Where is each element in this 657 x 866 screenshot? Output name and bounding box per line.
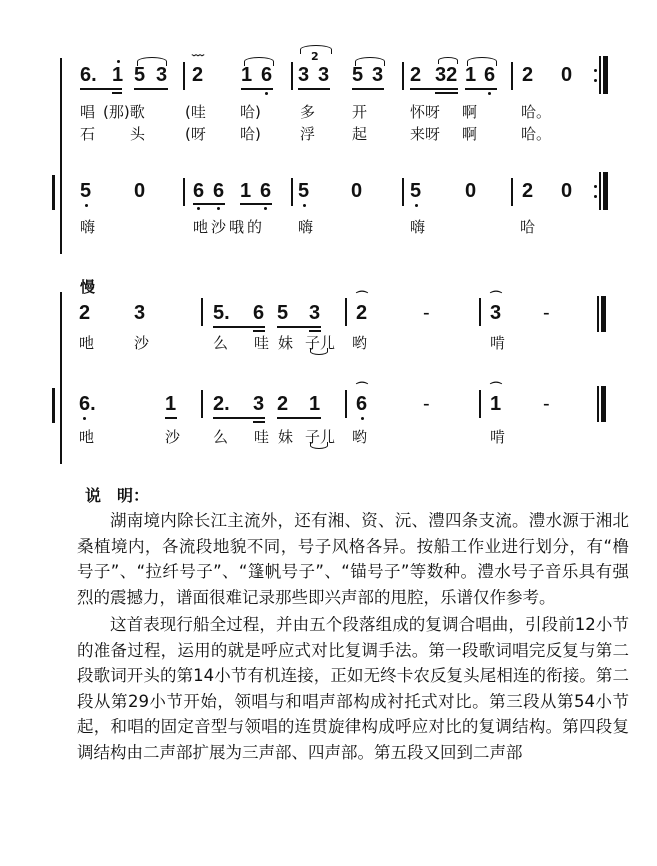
- barline: [183, 62, 185, 90]
- lyric: 吔沙哦的: [193, 218, 266, 236]
- note: 1: [240, 180, 252, 202]
- slur: [438, 57, 458, 64]
- barline: [479, 390, 481, 418]
- note: 1: [165, 393, 177, 415]
- underline: [213, 326, 265, 328]
- final-barline: [601, 386, 606, 422]
- note: 2: [192, 64, 204, 86]
- end-repeat-barline: [603, 56, 608, 94]
- low-dot: [197, 207, 200, 210]
- page-fade: [0, 852, 657, 866]
- note: 2: [522, 180, 534, 202]
- end-repeat-barline: [603, 172, 608, 210]
- barline: [597, 296, 599, 332]
- note: 0: [134, 180, 146, 202]
- choir-bracket: [52, 175, 60, 210]
- underline: [253, 330, 265, 332]
- note: 5: [352, 64, 364, 86]
- low-dot: [217, 207, 220, 210]
- low-dot: [85, 204, 88, 207]
- lyric: 嗨: [410, 218, 426, 236]
- barline: [345, 298, 347, 326]
- lyric: 哈。: [521, 103, 552, 121]
- repeat-dot: [594, 69, 597, 72]
- lyric: 怀呀: [410, 103, 441, 121]
- underline: [80, 88, 122, 90]
- underline: [309, 330, 321, 332]
- system-line: [60, 292, 62, 464]
- barline: [479, 298, 481, 326]
- lyric: 沙: [134, 334, 150, 352]
- repeat-dot: [594, 195, 597, 198]
- final-barline: [601, 296, 606, 332]
- underline: [277, 326, 321, 328]
- notes-heading: 说 明：: [85, 486, 150, 505]
- barline: [402, 62, 404, 90]
- note: 6: [213, 180, 225, 202]
- underline: [112, 92, 122, 94]
- note: 3: [253, 393, 265, 415]
- note: 6: [253, 302, 265, 324]
- note: 3: [490, 302, 502, 324]
- low-dot: [415, 204, 418, 207]
- note: 2.: [213, 393, 230, 415]
- note: 1: [465, 64, 477, 86]
- lyric: 啊: [462, 125, 478, 143]
- lyric: 哈。: [521, 125, 552, 143]
- lyric: 哟: [352, 428, 368, 446]
- lyric: 哈): [240, 103, 261, 121]
- note: 0: [465, 180, 477, 202]
- lyric: 吔: [79, 428, 95, 446]
- dash: -: [543, 393, 550, 415]
- note: 3: [156, 64, 168, 86]
- note: 5: [134, 64, 146, 86]
- lyric: 哇: [254, 428, 270, 446]
- lyric: 么: [213, 428, 229, 446]
- lyric: 哈: [520, 218, 536, 236]
- note: 0: [561, 180, 573, 202]
- lyric: (呀: [185, 125, 206, 143]
- fermata-icon: ⌒: [356, 290, 369, 304]
- note: 6: [193, 180, 205, 202]
- barline: [402, 178, 404, 206]
- ornament-icon: ﹋: [192, 54, 205, 68]
- barline: [345, 390, 347, 418]
- note: 1: [112, 64, 124, 86]
- note: 3: [298, 64, 310, 86]
- underline: [277, 417, 321, 419]
- lyric: 么: [213, 334, 229, 352]
- barline: [599, 172, 601, 210]
- barline: [183, 178, 185, 206]
- barline: [511, 62, 513, 90]
- notes-body: [77, 508, 629, 765]
- paragraph: 湖南境内除长江主流外，还有湘、资、沅、澧四条支流。澧水源于湘北桑植境内，各流段地貌不同，号子风格各异。按船工作业进行划分，有“橹号子”、“拉纤号子”、“篷帆号子”、“锚号子”等数种。澧水号子音乐具有强烈的震撼力，谱面很难记录那些即兴声部的甩腔，乐谱仅作参考。: [77, 511, 629, 607]
- slur: [300, 45, 332, 54]
- note: 6.: [80, 64, 97, 86]
- lyric: 妹: [278, 334, 294, 352]
- lyric: 子儿: [305, 334, 336, 352]
- note: 1: [490, 393, 502, 415]
- lyric: 吔: [79, 334, 95, 352]
- barline: [201, 298, 203, 326]
- underline: [435, 92, 458, 94]
- lyric: 起: [352, 125, 368, 143]
- note: 2: [277, 393, 289, 415]
- tempo-marking: 慢: [80, 278, 96, 296]
- note: 2: [522, 64, 534, 86]
- lyric: (哇: [185, 103, 206, 121]
- underline: [213, 417, 265, 419]
- dash: -: [543, 302, 550, 324]
- fermata-icon: ⌒: [356, 381, 369, 395]
- lyric: 啃: [490, 428, 506, 446]
- underline: [193, 203, 225, 205]
- barline: [511, 178, 513, 206]
- high-dot: [117, 60, 120, 63]
- repeat-dot: [594, 79, 597, 82]
- lyric: 哈): [240, 125, 261, 143]
- lyric: 哟: [352, 334, 368, 352]
- lyric: 石: [80, 125, 96, 143]
- note: 3: [309, 302, 321, 324]
- lyric: 来呀: [410, 125, 441, 143]
- slur: [310, 348, 328, 355]
- note: 2: [410, 64, 422, 86]
- slur: [355, 57, 385, 66]
- underline: [253, 421, 265, 423]
- lyric: (那)歌: [103, 103, 145, 121]
- low-dot: [264, 207, 267, 210]
- barline: [597, 386, 599, 422]
- note: 3: [134, 302, 146, 324]
- dash: -: [423, 302, 430, 324]
- lyric: 子儿: [305, 428, 336, 446]
- slur: [467, 57, 497, 66]
- note: 5: [277, 302, 289, 324]
- grace-note: 2: [311, 50, 319, 63]
- barline: [291, 62, 293, 90]
- lyric: 啃: [490, 334, 506, 352]
- note: 32: [435, 64, 458, 86]
- underline: [465, 88, 497, 90]
- note: 1: [309, 393, 321, 415]
- low-dot: [361, 417, 364, 420]
- underline: [241, 88, 273, 90]
- low-dot: [488, 92, 491, 95]
- lyric: 多: [300, 103, 316, 121]
- fermata-icon: ⌒: [490, 381, 503, 395]
- note: 2: [356, 302, 368, 324]
- repeat-dot: [594, 185, 597, 188]
- barline: [201, 390, 203, 418]
- note: 6: [356, 393, 368, 415]
- lyric: 沙: [165, 428, 181, 446]
- note: 5: [298, 180, 310, 202]
- note: 5: [80, 180, 92, 202]
- note: 6: [484, 64, 496, 86]
- lyric: 啊: [462, 103, 478, 121]
- note: 5.: [213, 302, 230, 324]
- note: 0: [351, 180, 363, 202]
- lyric: 嗨: [80, 218, 96, 236]
- system-line: [60, 58, 62, 254]
- dash: -: [423, 393, 430, 415]
- slur: [310, 442, 328, 449]
- lyric: 嗨: [298, 218, 314, 236]
- underline: [165, 417, 177, 419]
- underline: [134, 88, 168, 90]
- note: 3: [318, 64, 330, 86]
- low-dot: [303, 204, 306, 207]
- barline: [291, 178, 293, 206]
- choir-bracket: [52, 388, 60, 423]
- lyric: 妹: [278, 428, 294, 446]
- lyric: 唱: [80, 103, 96, 121]
- note: 1: [241, 64, 253, 86]
- fermata-icon: ⌒: [490, 290, 503, 304]
- underline: [298, 88, 330, 90]
- underline: [352, 88, 384, 90]
- lyric: 开: [352, 103, 368, 121]
- paragraph: 这首表现行船全过程，并由五个段落组成的复调合唱曲，引段前12小节的准备过程，运用的就是呼应式对比复调手法。第一段歌词唱完反复与第二段歌词开头的第14小节有机连接，正如无终卡农反复头尾相连的衔接。第二段从第29小节开始，领唱与和唱声部构成衬托式对比。第三段从第54小节起，和唱的固定音型与领唱的连贯旋律构成呼应对比的复调结构。第四段复调结构由二声部扩展为三声部、四声部。第五段又回到二声部: [77, 615, 629, 762]
- note: 6.: [79, 393, 96, 415]
- note: 0: [561, 64, 573, 86]
- underline: [410, 88, 458, 90]
- underline: [240, 203, 272, 205]
- slur: [244, 57, 274, 66]
- note: 2: [79, 302, 91, 324]
- note: 3: [372, 64, 384, 86]
- lyric: 哇: [254, 334, 270, 352]
- barline: [599, 56, 601, 94]
- low-dot: [265, 92, 268, 95]
- low-dot: [83, 417, 86, 420]
- lyric: 浮: [300, 125, 316, 143]
- note: 6: [260, 180, 272, 202]
- note: 5: [410, 180, 422, 202]
- note: 6: [261, 64, 273, 86]
- slur: [137, 57, 167, 66]
- lyric: 头: [130, 125, 146, 143]
